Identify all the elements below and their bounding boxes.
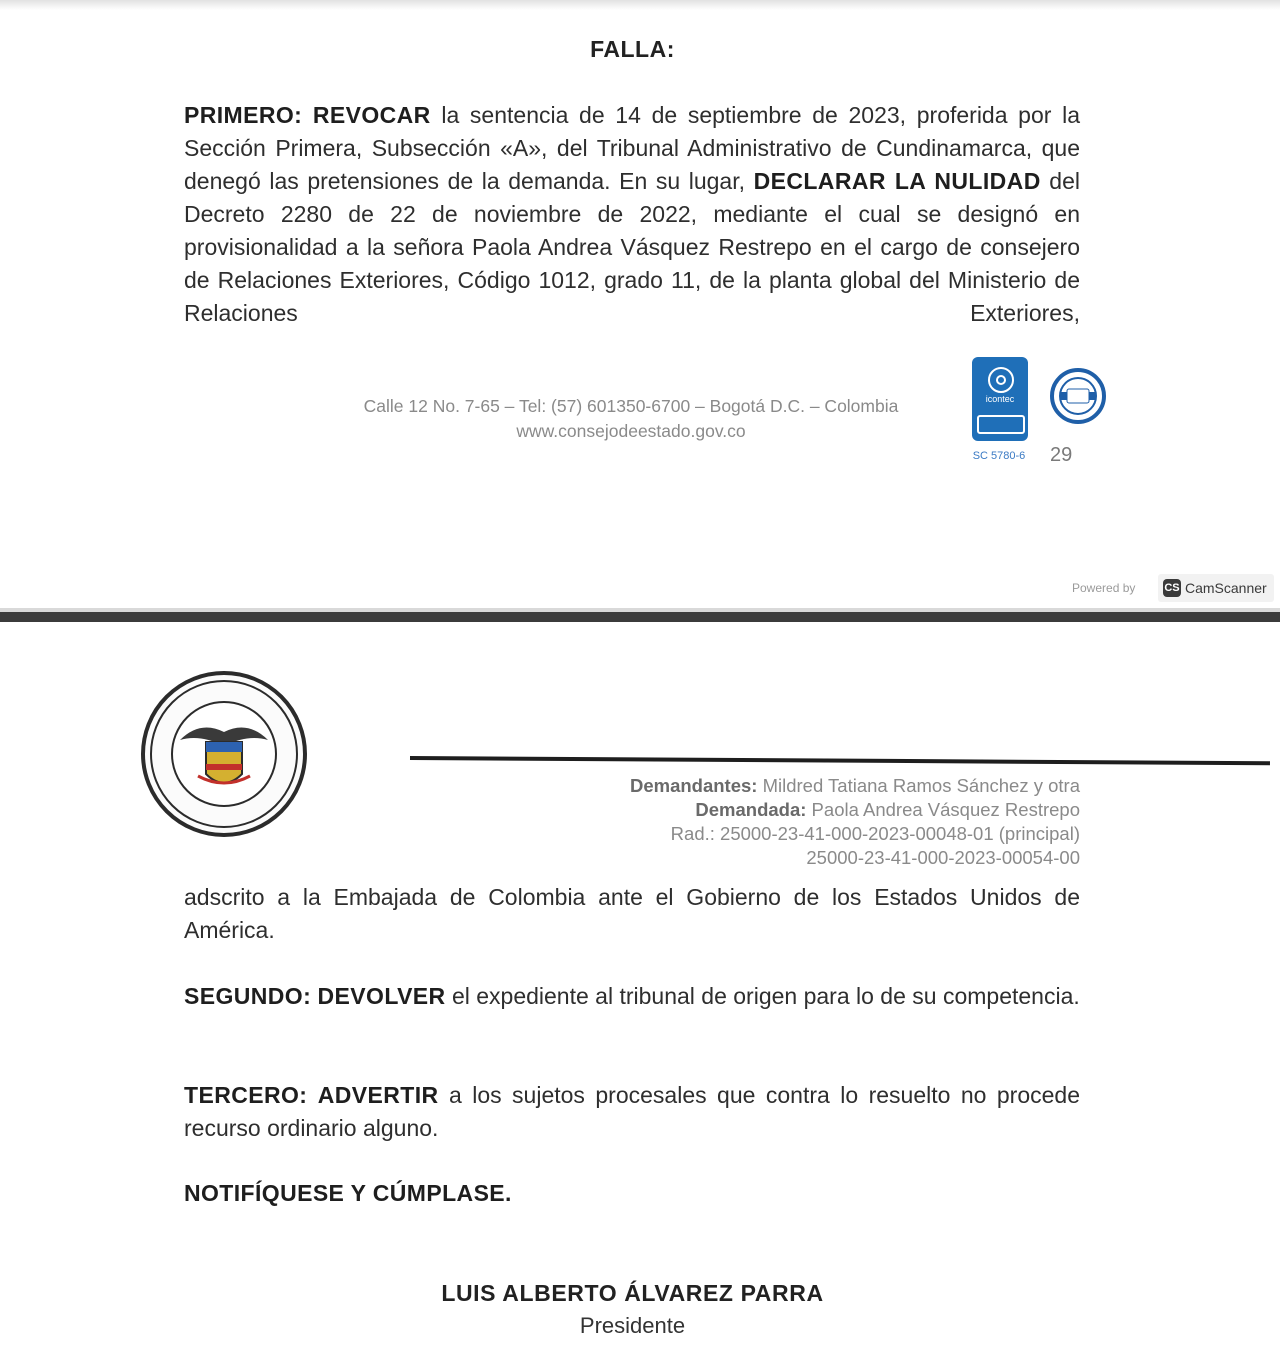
powered-by-label: Powered by xyxy=(1072,581,1136,595)
primero-action: REVOCAR xyxy=(312,102,431,128)
icontec-word: icontec xyxy=(985,394,1015,404)
primero-action-2: DECLARAR LA NULIDAD xyxy=(753,168,1041,194)
segundo-action: DEVOLVER xyxy=(317,983,446,1009)
segundo-text: el expediente al tribunal de origen para lo de su competencia. xyxy=(445,983,1080,1009)
footer-website: www.consejodeestado.gov.co xyxy=(516,421,746,441)
tercero-text: a los sujetos procesales que contra lo resuelto no procede recurso ordinario alguno. xyxy=(184,1082,1081,1141)
case-metadata xyxy=(520,774,1080,870)
iqnet-certification-icon xyxy=(1050,368,1106,424)
demandada-label: Demandada: xyxy=(695,799,807,820)
page-top-shadow xyxy=(0,0,1280,10)
tercero-action: ADVERTIR xyxy=(317,1082,439,1108)
radicado-principal: Rad.: 25000-23-41-000-2023-00048-01 (principal) xyxy=(670,823,1080,844)
consejo-de-estado-seal xyxy=(140,670,308,838)
camscanner-watermark xyxy=(1070,574,1276,602)
tercero-paragraph xyxy=(184,1079,1080,1145)
signer-name: LUIS ALBERTO ÁLVAREZ PARRA xyxy=(441,1280,824,1306)
document-page-2 xyxy=(0,622,1280,1362)
closing-formula: NOTIFÍQUESE Y CÚMPLASE. xyxy=(184,1180,512,1206)
camscanner-badge xyxy=(1158,574,1274,602)
closing-block xyxy=(184,1177,1080,1210)
icontec-logo-icon xyxy=(988,367,1014,393)
camscanner-icon: CS xyxy=(1163,579,1181,597)
header-rule xyxy=(410,756,1270,765)
signer-role: Presidente xyxy=(579,1313,686,1338)
icontec-certification-badge xyxy=(972,357,1028,441)
iso-box xyxy=(977,415,1025,434)
falla-heading: FALLA: xyxy=(590,36,675,62)
document-page-1 xyxy=(0,0,1280,612)
segundo-label: SEGUNDO: xyxy=(184,983,312,1009)
icontec-code: SC 5780-6 xyxy=(972,450,1026,462)
page-number: 29 xyxy=(1050,444,1073,466)
page-separator xyxy=(0,612,1280,622)
tercero-label: TERCERO: xyxy=(184,1082,308,1108)
footer-address-block xyxy=(300,394,962,444)
demandantes-line xyxy=(520,774,1080,798)
primero-text-2: del Decreto 2280 de 22 de noviembre de 2022, mediante el cual se designó en provisionalidad a la señora Paola Andrea Vásquez Restrepo en el cargo de consejero de Relaciones Exteriores, Código 1012, grado 11, de la planta global del Ministerio de Relaciones Exteriores, xyxy=(184,168,1080,326)
primero-text-1: la sentencia de 14 de septiembre de 2023, proferida por la Sección Primera, Subsección «A», del Tribunal Administrativo de Cundinamarca, que denegó las pretensiones de la demanda. En su lugar, xyxy=(184,102,1081,194)
demandada-line xyxy=(520,798,1080,822)
segundo-paragraph xyxy=(184,980,1080,1013)
radicado-acumulado: 25000-23-41-000-2023-00054-00 xyxy=(806,847,1080,868)
continuation-paragraph: adscrito a la Embajada de Colombia ante el Gobierno de los Estados Unidos de América. xyxy=(184,884,1080,943)
primero-label: PRIMERO: xyxy=(184,102,303,128)
demandantes-label: Demandantes: xyxy=(629,775,758,796)
demandada-value: Paola Andrea Vásquez Restrepo xyxy=(806,799,1080,820)
primero-paragraph xyxy=(184,99,1080,330)
footer-address: Calle 12 No. 7-65 – Tel: (57) 601350-6700 – Bogotá D.C. – Colombia xyxy=(363,396,899,416)
demandantes-value: Mildred Tatiana Ramos Sánchez y otra xyxy=(757,775,1080,796)
camscanner-brand: CamScanner xyxy=(1185,580,1267,596)
